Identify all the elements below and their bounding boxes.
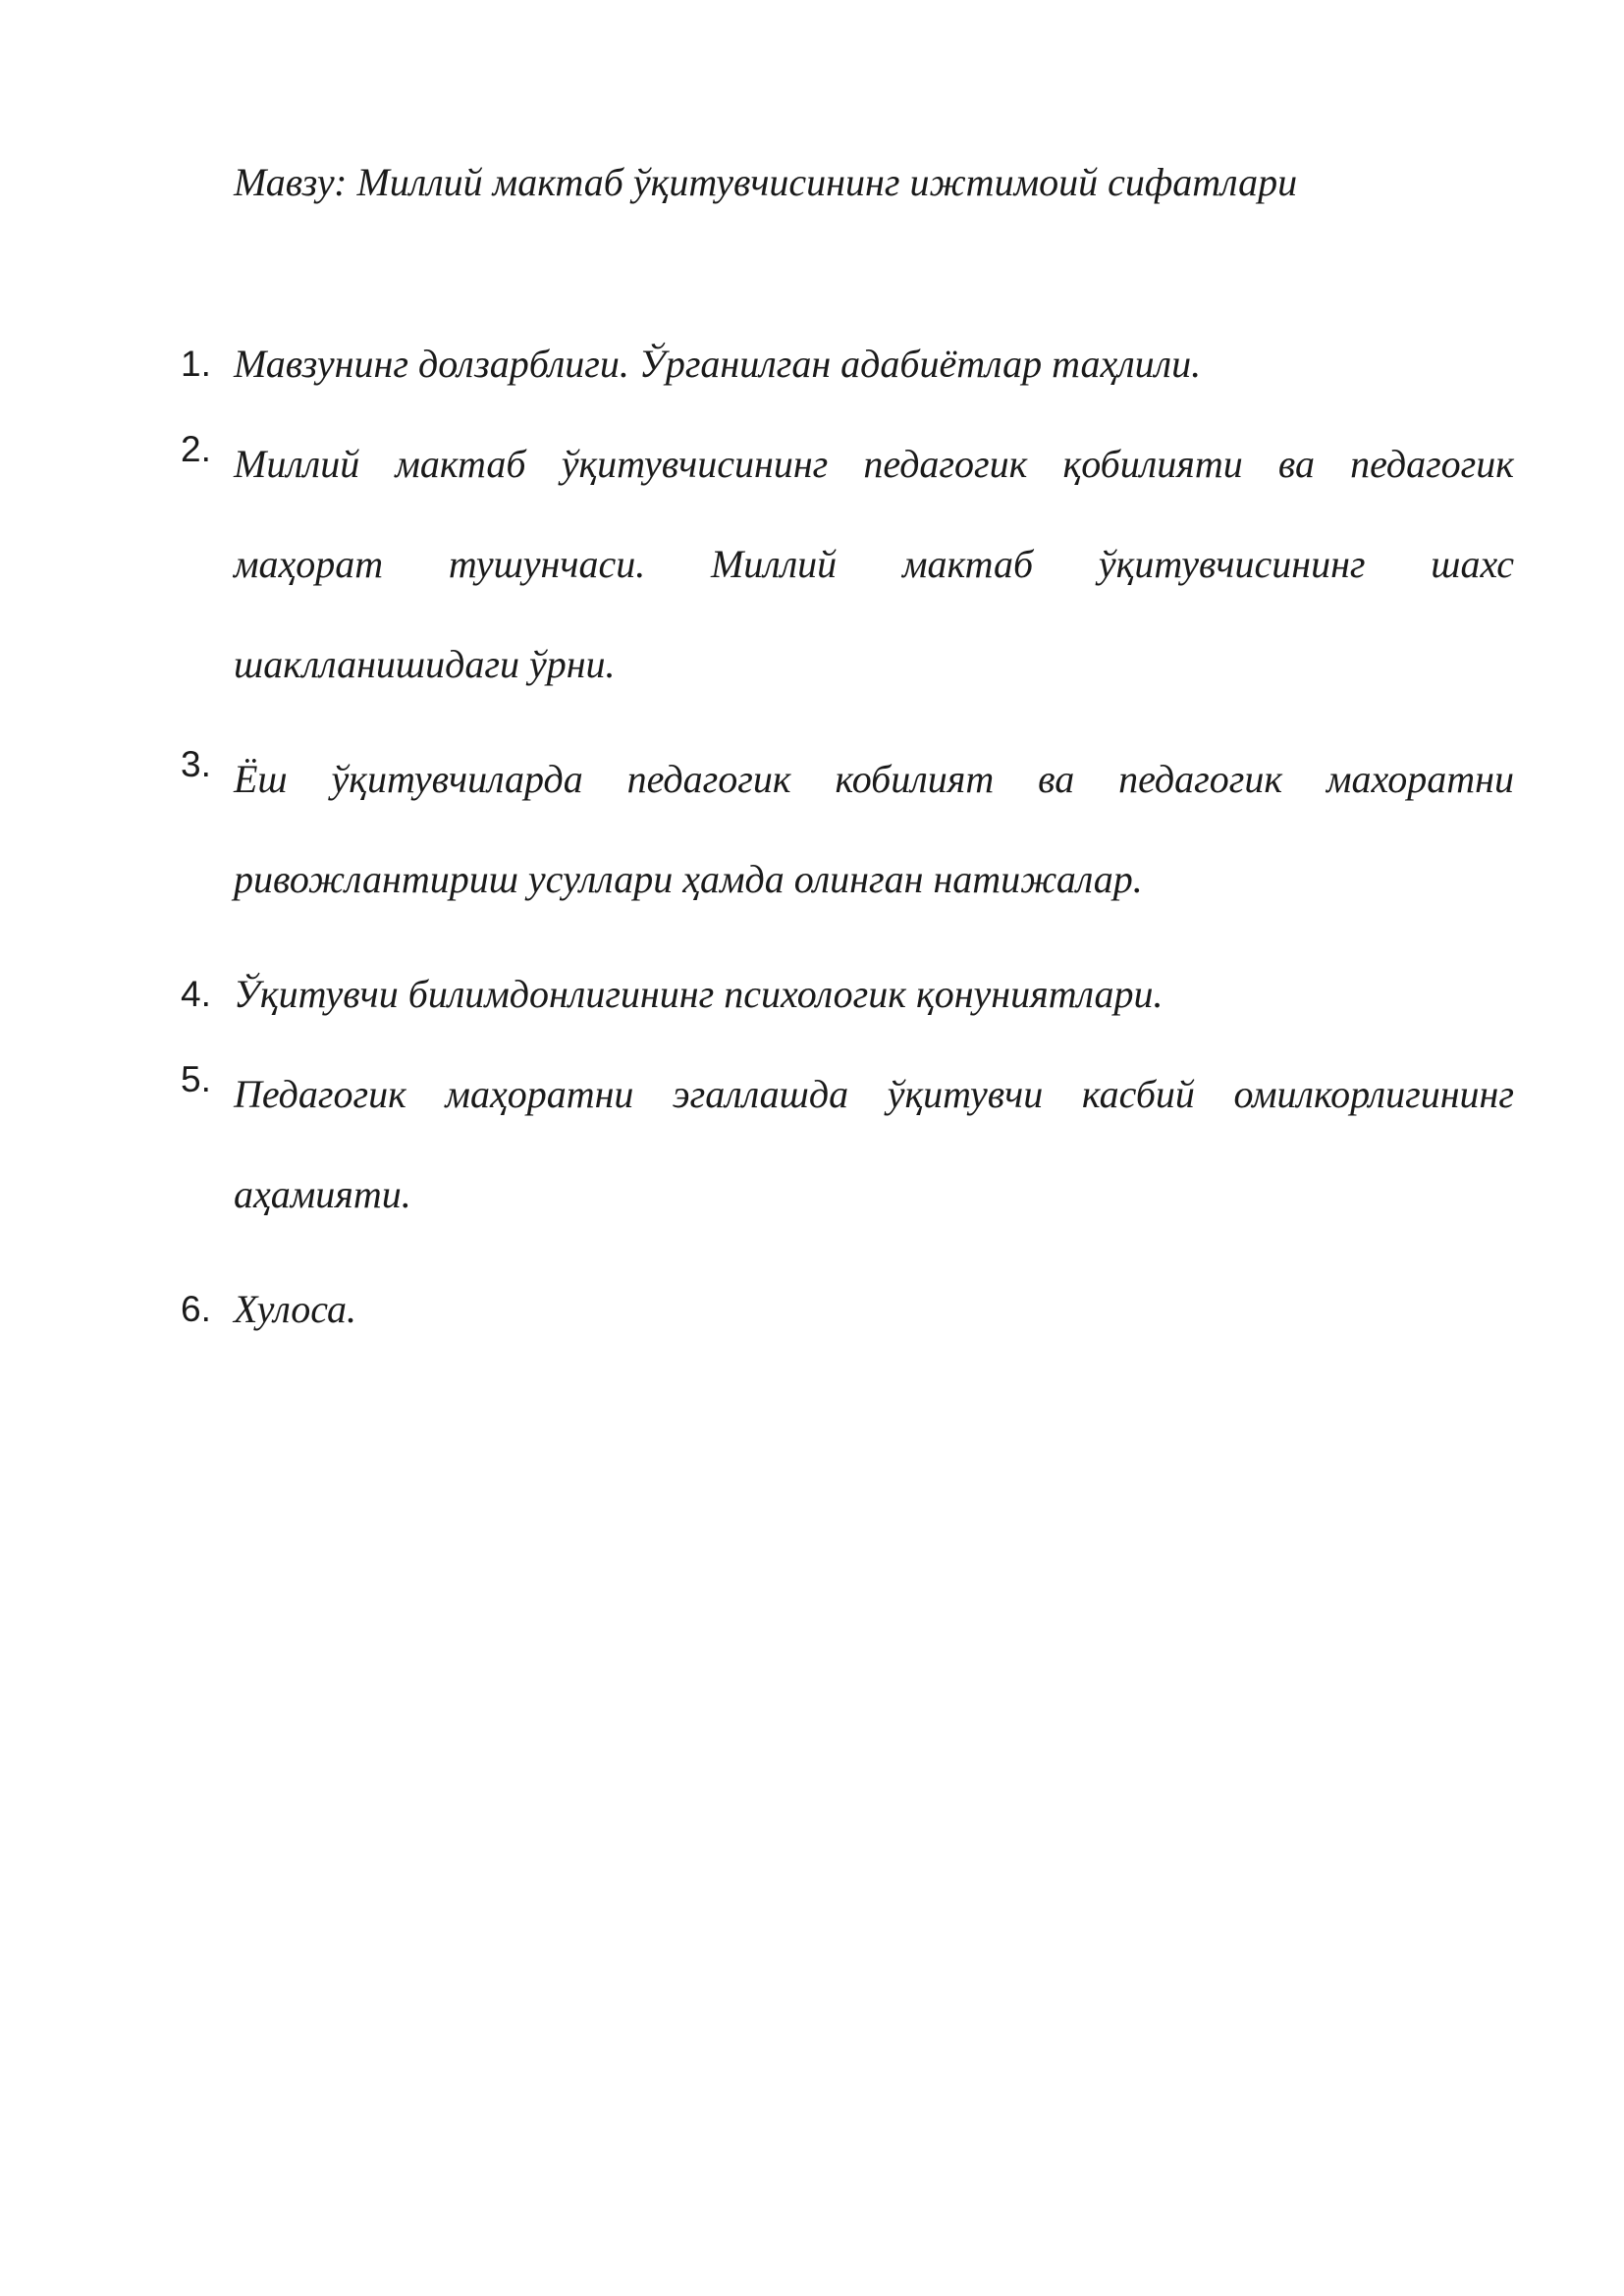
list-item-text: Мавзунинг долзарблиги. Ўрганилган адабиётлар таҳлили. [234, 342, 1202, 386]
document-title: Мавзу: Миллий мактаб ўқитувчисининг ижтимоий сифатлари [234, 160, 1298, 204]
list-item-text: Ёш ўқитувчиларда педагогик кобилият ва педагогик махоратни ривожлантириш усуллари ҳамда олинган натижалар. [234, 757, 1514, 901]
list-item-number: 2. [181, 429, 211, 469]
list-item-number: 1. [181, 344, 211, 384]
list-item [0, 1044, 1624, 1245]
list-item [0, 1274, 1624, 1345]
list-item-number: 3. [181, 744, 211, 784]
list-item-text: Ўқитувчи билимдонлигининг психологик қонуниятлари. [234, 972, 1164, 1016]
list-item [0, 959, 1624, 1030]
list-item-text: Педагогик маҳоратни эгаллашда ўқитувчи касбий омилкорлигининг аҳамияти. [234, 1072, 1514, 1216]
list-item-number: 4. [181, 974, 211, 1014]
list-item [0, 729, 1624, 930]
list-item [0, 329, 1624, 400]
list-item-number: 5. [181, 1059, 211, 1099]
list-item-text: Хулоса. [234, 1287, 356, 1331]
list-item [0, 414, 1624, 715]
outline-list [0, 329, 1624, 1374]
list-item-text: Миллий мактаб ўқитувчисининг педагогик қобилияти ва педагогик маҳорат тушунчаси. Миллий мактаб ўқитувчисининг шахс шаклланишидаги ўрни. [234, 442, 1514, 686]
list-item-number: 6. [181, 1289, 211, 1329]
